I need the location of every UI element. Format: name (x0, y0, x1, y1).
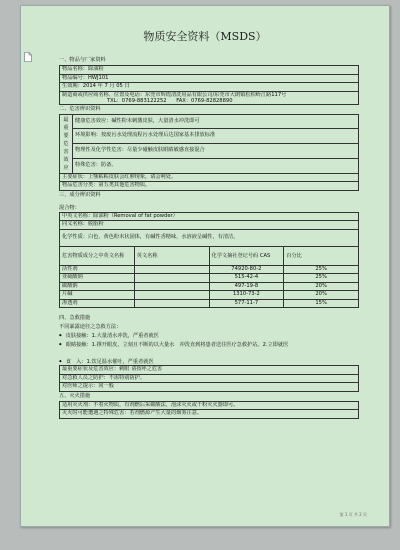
column-header: 英文名称 (134, 246, 209, 265)
composition-table (59, 212, 359, 309)
table-row (60, 182, 359, 191)
table-row (60, 91, 359, 104)
column-header: 危害物质成分之中英文名称 (60, 246, 135, 265)
table-row (60, 410, 359, 419)
table-row (60, 144, 359, 159)
component-en (134, 299, 209, 308)
hazard-row: 环境影响：按废污水处理流程污水处理后达国家基本排放标准 (73, 129, 359, 144)
supplier-row-label: 物品编号：HWJ101 (60, 74, 359, 83)
component-cas: 497-19-8 (209, 282, 284, 291)
table-row (60, 114, 359, 129)
section-5-heading: 五、灭火措施 (59, 392, 91, 399)
first-aid-row: 最重要症状及危害效应：刺眼 请按呼之危害 (60, 366, 359, 375)
composition-info: 同义名称：脱脂粉 (60, 221, 359, 230)
first-aid-intro: 不同暴露途径之急救方法： (59, 324, 122, 330)
maker-cell (60, 91, 359, 104)
table-header-row (60, 246, 359, 265)
table-row (60, 265, 359, 274)
component-pct: 25% (284, 265, 359, 274)
component-name: 碳酸钠 (60, 282, 135, 291)
table-row (60, 229, 359, 246)
document-page (20, 5, 390, 527)
table-row (60, 158, 359, 173)
component-cas: 74920-80-2 (209, 265, 284, 274)
component-pct: 15% (284, 299, 359, 308)
document-icon (24, 52, 32, 62)
table-row (60, 282, 359, 291)
table-row (60, 401, 359, 410)
component-en (134, 274, 209, 283)
component-pct: 20% (284, 291, 359, 300)
component-name: 亚硫酸钠 (60, 274, 135, 283)
component-cas: 1310-73-2 (209, 291, 284, 300)
composition-info: 化学性质：白色，黄色粉末状固体，有碱性香精味，水溶液呈碱性，有清洁。 (60, 229, 359, 246)
symptom-row: 主要症状：上颚粘粘皮肤会红肿现象，请会呵处。 (60, 173, 359, 182)
table-row (60, 74, 359, 83)
component-name: 渗透剂 (60, 299, 135, 308)
hazard-table (59, 114, 359, 191)
first-aid-row: 对急救人员之防护：不需特别防护。 (60, 374, 359, 383)
first-aid-bullet: ◆ 皮肤接触：1.大量清水冲洗，严重者就医 (59, 331, 359, 340)
fax-text: FAX：0769-82828890 (176, 97, 233, 104)
supplier-row-label: 生效期：2014 年 7 月 05 日 (60, 83, 359, 92)
component-pct: 20% (284, 282, 359, 291)
firefighting-row: 适用灭火剂：不着火物质，有剂燃后采碳酸法，泡沫灭火或干粉灭火器即可。 (60, 401, 359, 410)
column-header: 化学文摘社登记号码 CAS (209, 246, 284, 265)
section-3-heading: 三、成分辨识资料 (59, 191, 101, 198)
component-name: 活性剂 (60, 265, 135, 274)
composition-info: 中英文名称：除油粉（Removal of fat powder） (60, 212, 359, 221)
document-body (59, 56, 359, 419)
mixture-label: 混合物： (59, 204, 80, 211)
component-name: 片碱 (60, 291, 135, 300)
class-row: 物品危害分类：第五类其他危害物质。 (60, 182, 359, 191)
hazard-row: 特殊危害：防备。 (73, 158, 359, 173)
table-row (60, 374, 359, 383)
table-row (60, 299, 359, 308)
table-row (60, 173, 359, 182)
phone-text: TXL：0769-883122252 (107, 97, 167, 104)
first-aid-row: 对医师之提示：同一般 (60, 383, 359, 392)
component-cas: 577-11-7 (209, 299, 284, 308)
page-title: 物质安全资料（MSDS） (143, 30, 267, 43)
section-1-heading: 一、物品与厂家资料 (59, 57, 106, 63)
component-en (134, 291, 209, 300)
component-pct: 25% (284, 274, 359, 283)
component-cas: 515-42-4 (209, 274, 284, 283)
table-row (60, 66, 359, 75)
column-header: 百分比 (284, 246, 359, 265)
component-en (134, 282, 209, 291)
firefighting-row: 灭火时可能遭遇之特殊危害：若剂燃源产生大量的烟雾注意。 (60, 410, 359, 419)
hazard-side-label: 最 重 要 危 害 效 应 (60, 114, 73, 173)
first-aid-table (59, 365, 359, 392)
firefighting-table (59, 401, 359, 419)
table-row (60, 383, 359, 392)
table-row (60, 212, 359, 221)
supplier-table (59, 65, 359, 105)
table-row (60, 221, 359, 230)
first-aid-bullet: ◆ 眼睛接触：1.撑开眼皮，立刻且不断的以大量水 冲洗直到将患者送往医疗急救护站。2.立即就医 (59, 340, 349, 357)
section-4-heading: 四、急救措施 (59, 315, 91, 321)
table-row (60, 274, 359, 283)
hazard-row: 健康危害效应：碱性粉末刺激皮肤，大量清水冲洗即可 (73, 114, 359, 129)
supplier-row-label: 物品名称：除油粉 (60, 66, 359, 75)
component-en (134, 265, 209, 274)
section-2-heading: 二、危害辨识资料 (59, 105, 101, 112)
table-row (60, 291, 359, 300)
page-indicator: 第 1 页 共 2 页 (339, 512, 367, 517)
first-aid-bullet: ◆ 食 入：1.饮足温水催吐，严重者就医 (59, 357, 359, 366)
table-row (60, 83, 359, 92)
hazard-row: 物理性及化学性危害：尽量少碰触皮肤眼睛敏感直接混合 (73, 144, 359, 159)
table-row (60, 129, 359, 144)
maker-text: 制造商或供应商名称、位置及电话：东莞市辉煌清洗用品有限公司/东莞市大朗镇松柏岭江路117号 (62, 91, 287, 98)
table-row (60, 366, 359, 375)
